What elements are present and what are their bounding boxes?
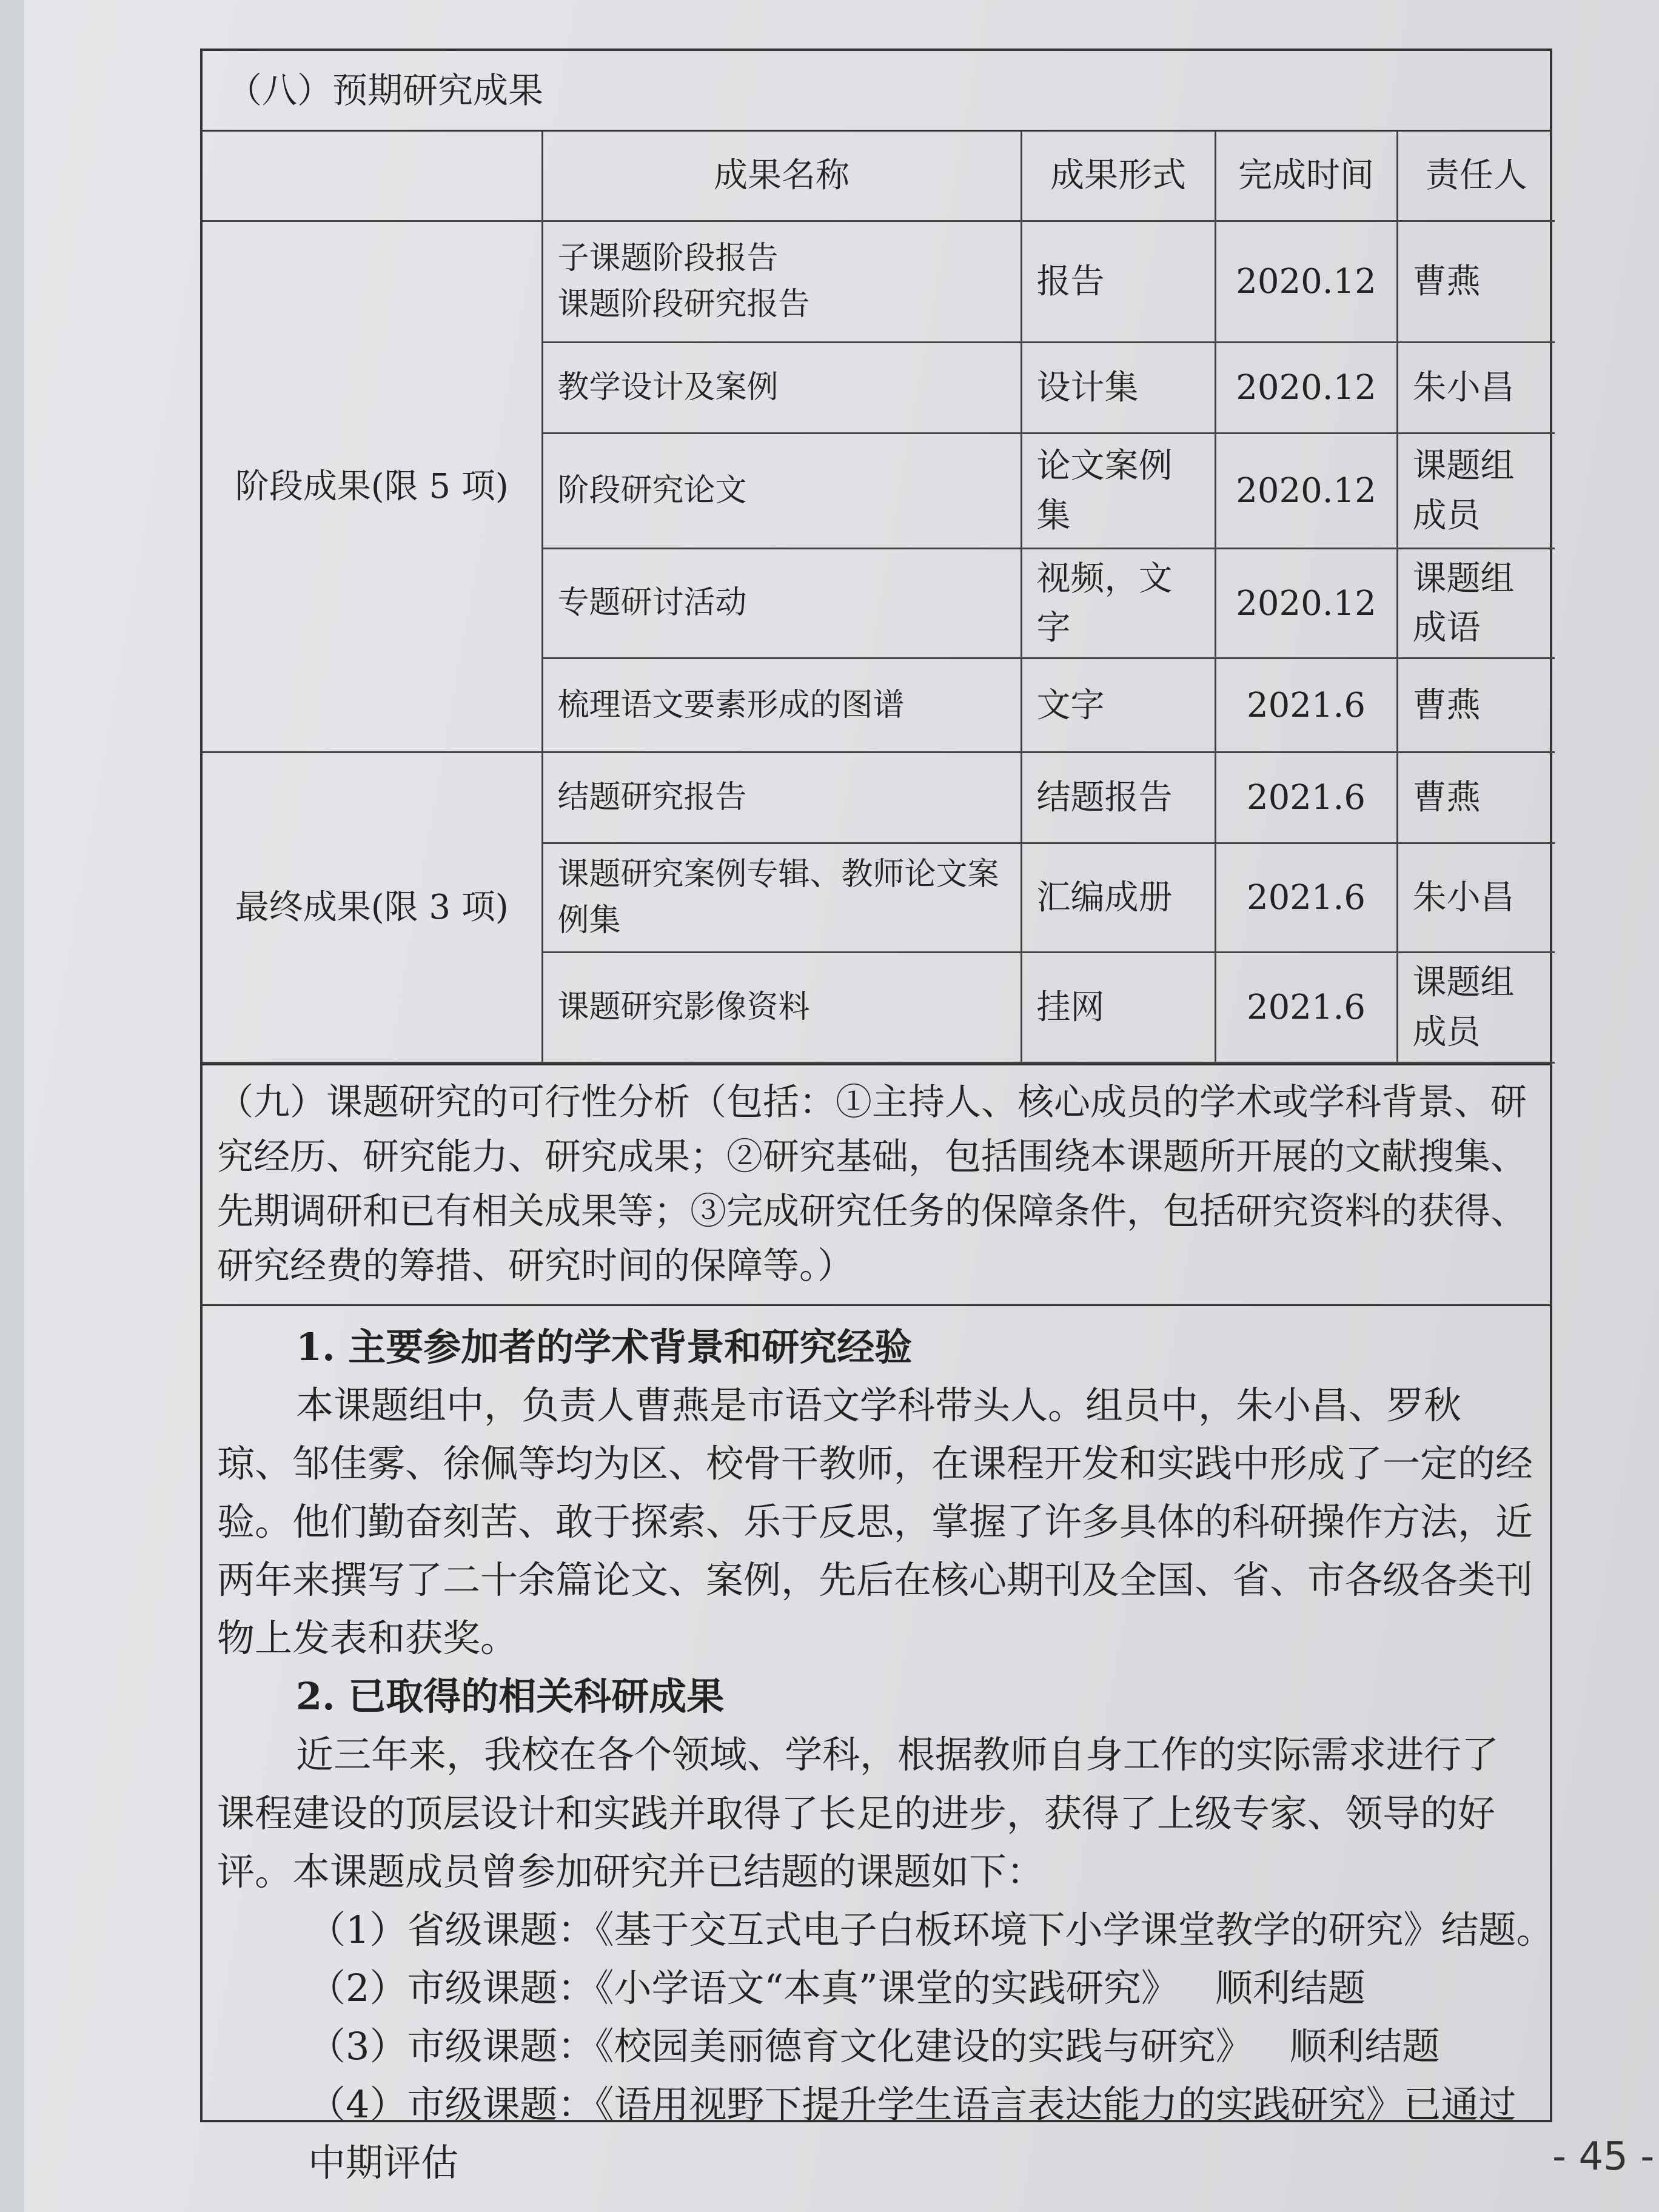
header-blank bbox=[203, 132, 542, 221]
result-form: 视频，文字 bbox=[1021, 549, 1215, 659]
result-name: 课题研究影像资料 bbox=[542, 953, 1021, 1062]
header-completion-time: 完成时间 bbox=[1215, 132, 1397, 221]
heading-academic-background: 1. 主要参加者的学术背景和研究经验 bbox=[296, 1324, 913, 1369]
result-name: 阶段研究论文 bbox=[542, 434, 1021, 549]
feasibility-content bbox=[203, 1306, 1554, 2192]
result-form: 设计集 bbox=[1021, 343, 1215, 434]
project-level: （1）省级课题： bbox=[308, 1907, 595, 1952]
paragraph-academic-background: 本课题组中，负责人曹燕是市语文学科带头人。组员中，朱小昌、罗秋琼、邹佳雾、徐佩等均为区、校骨干教师，在课程开发和实践中形成了一定的经验。他们勤奋刻苦、敢于探索、乐于反思，掌握了许多具体的科研操作方法，近两年来撰写了二十余篇论文、案例，先后在核心期刊及全国、省、市各级各类刊物上发表和获奖。 bbox=[217, 1382, 1533, 1661]
results-table bbox=[203, 132, 1555, 1064]
result-form: 汇编成册 bbox=[1021, 843, 1215, 953]
project-item bbox=[217, 1959, 1535, 2017]
responsible-person: 朱小昌 bbox=[1397, 843, 1555, 953]
header-result-name: 成果名称 bbox=[542, 132, 1021, 221]
section-8-title: （八）预期研究成果 bbox=[203, 51, 1550, 132]
header-responsible-person: 责任人 bbox=[1397, 132, 1555, 221]
heading-research-results: 2. 已取得的相关科研成果 bbox=[296, 1674, 725, 1719]
responsible-person: 课题组成员 bbox=[1397, 434, 1555, 549]
result-form: 报告 bbox=[1021, 221, 1215, 343]
completion-time: 2021.6 bbox=[1215, 953, 1397, 1062]
table-row bbox=[203, 752, 1555, 843]
final-results-label: 最终成果(限 3 项) bbox=[203, 752, 542, 1062]
project-item bbox=[217, 1901, 1554, 1959]
responsible-person: 曹燕 bbox=[1397, 752, 1555, 843]
responsible-person: 曹燕 bbox=[1397, 659, 1555, 752]
project-item bbox=[217, 2017, 1535, 2076]
responsible-person: 朱小昌 bbox=[1397, 343, 1555, 434]
result-name: 子课题阶段报告 课题阶段研究报告 bbox=[542, 221, 1021, 343]
completion-time: 2021.6 bbox=[1215, 659, 1397, 752]
completion-time: 2020.12 bbox=[1215, 221, 1397, 343]
responsible-person: 课题组成语 bbox=[1397, 549, 1555, 659]
responsible-person: 课题组成员 bbox=[1397, 953, 1555, 1062]
completion-time: 2020.12 bbox=[1215, 343, 1397, 434]
completion-time: 2020.12 bbox=[1215, 434, 1397, 549]
result-name: 课题研究案例专辑、教师论文案例集 bbox=[542, 843, 1021, 953]
project-title: 《校园美丽德育文化建设的实践与研究》 bbox=[595, 2023, 1253, 2068]
paragraph-research-results: 近三年来，我校在各个领域、学科，根据教师自身工作的实际需求进行了课程建设的顶层设计和实践并取得了长足的进步，获得了上级专家、领导的好评。本课题成员曾参加研究并已结题的课题如下： bbox=[217, 1732, 1500, 1894]
project-title: 《基于交互式电子白板环境下小学课堂教学的研究》结题。 bbox=[595, 1907, 1554, 1952]
project-status: 顺利结题 bbox=[1289, 2023, 1440, 2068]
result-form: 挂网 bbox=[1021, 953, 1215, 1062]
result-form: 结题报告 bbox=[1021, 752, 1215, 843]
project-level: （3）市级课题： bbox=[308, 2023, 595, 2068]
form-frame bbox=[200, 49, 1554, 2185]
result-name: 结题研究报告 bbox=[542, 752, 1021, 843]
project-item bbox=[217, 2076, 1535, 2192]
result-name: 教学设计及案例 bbox=[542, 343, 1021, 434]
table-row bbox=[203, 221, 1555, 343]
project-level: （4）市级课题： bbox=[308, 2082, 595, 2127]
result-form: 论文案例集 bbox=[1021, 434, 1215, 549]
project-title: 《语用视野下提升学生语言表达能力的实践研究》已通过中期评估 bbox=[308, 2082, 1517, 2185]
page-number: - 45 - bbox=[1552, 2134, 1655, 2179]
completion-time: 2021.6 bbox=[1215, 752, 1397, 843]
result-name: 梳理语文要素形成的图谱 bbox=[542, 659, 1021, 752]
completion-time: 2021.6 bbox=[1215, 843, 1397, 953]
project-level: （2）市级课题： bbox=[308, 1965, 595, 2010]
project-status: 顺利结题 bbox=[1215, 1965, 1366, 2010]
header-result-form: 成果形式 bbox=[1021, 132, 1215, 221]
stage-results-label: 阶段成果(限 5 项) bbox=[203, 221, 542, 752]
result-name: 专题研讨活动 bbox=[542, 549, 1021, 659]
table-header-row bbox=[203, 132, 1555, 221]
document-page bbox=[24, 0, 1659, 2212]
responsible-person: 曹燕 bbox=[1397, 221, 1555, 343]
project-title: 《小学语文“本真”课堂的实践研究》 bbox=[595, 1965, 1179, 2010]
result-form: 文字 bbox=[1021, 659, 1215, 752]
section-9-title: （九）课题研究的可行性分析（包括：①主持人、核心成员的学术或学科背景、研究经历、研究能力、研究成果；②研究基础，包括围绕本课题所开展的文献搜集、先期调研和已有相关成果等；③完成研究任务的保障条件，包括研究资料的获得、研究经费的筹措、研究时间的保障等。） bbox=[203, 1064, 1550, 1306]
completion-time: 2020.12 bbox=[1215, 549, 1397, 659]
